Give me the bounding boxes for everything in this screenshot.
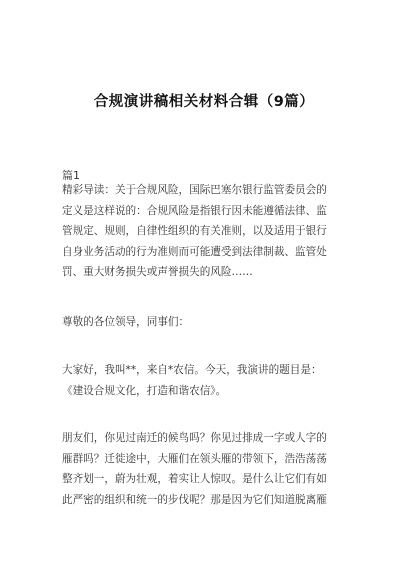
intro-line: 自身业务活动的行为准则而可能遭受到法律制裁、监管处 — [62, 245, 327, 258]
document-title: 合规演讲稿相关材料合辑（9篇） — [93, 94, 315, 110]
intro-line: 罚、重大财务损失或声誉损失的风险…… — [62, 266, 253, 278]
greeting-paragraph — [62, 312, 350, 333]
body-line: 朋友们，你见过南迁的候鸟吗？你见过排成一字或人字的 — [62, 432, 327, 444]
body-line: 雁群吗？迁徙途中，大雁们在领头雁的带领下，浩浩荡荡 — [62, 452, 327, 465]
body-line: 此严密的组织和统一的步伐呢？那是因为它们知道脱离雁 — [62, 493, 327, 506]
intro-line: 管规定、规则，自律性组织的有关准则，以及适用于银行 — [62, 225, 327, 237]
greeting-line: 尊敬的各位领导，同事们： — [62, 316, 190, 328]
opening-paragraph — [62, 360, 350, 401]
section-label: 篇1 — [62, 169, 80, 182]
opening-line: 大家好，我叫**，来自*农信。今天，我演讲的题目是： — [62, 364, 322, 376]
intro-paragraph — [62, 180, 350, 283]
intro-line: 定义是这样说的：合规风险是指银行因未能遵循法律、监 — [62, 204, 327, 217]
body-line: 整齐划一，蔚为壮观，着实让人惊叹。是什么让它们有如 — [62, 473, 327, 485]
opening-line: 《建设合规文化，打造和谐农信》。 — [62, 384, 227, 397]
body-paragraph — [62, 428, 350, 510]
intro-line: 精彩导读：关于合规风险，国际巴塞尔银行监管委员会的 — [62, 184, 327, 196]
